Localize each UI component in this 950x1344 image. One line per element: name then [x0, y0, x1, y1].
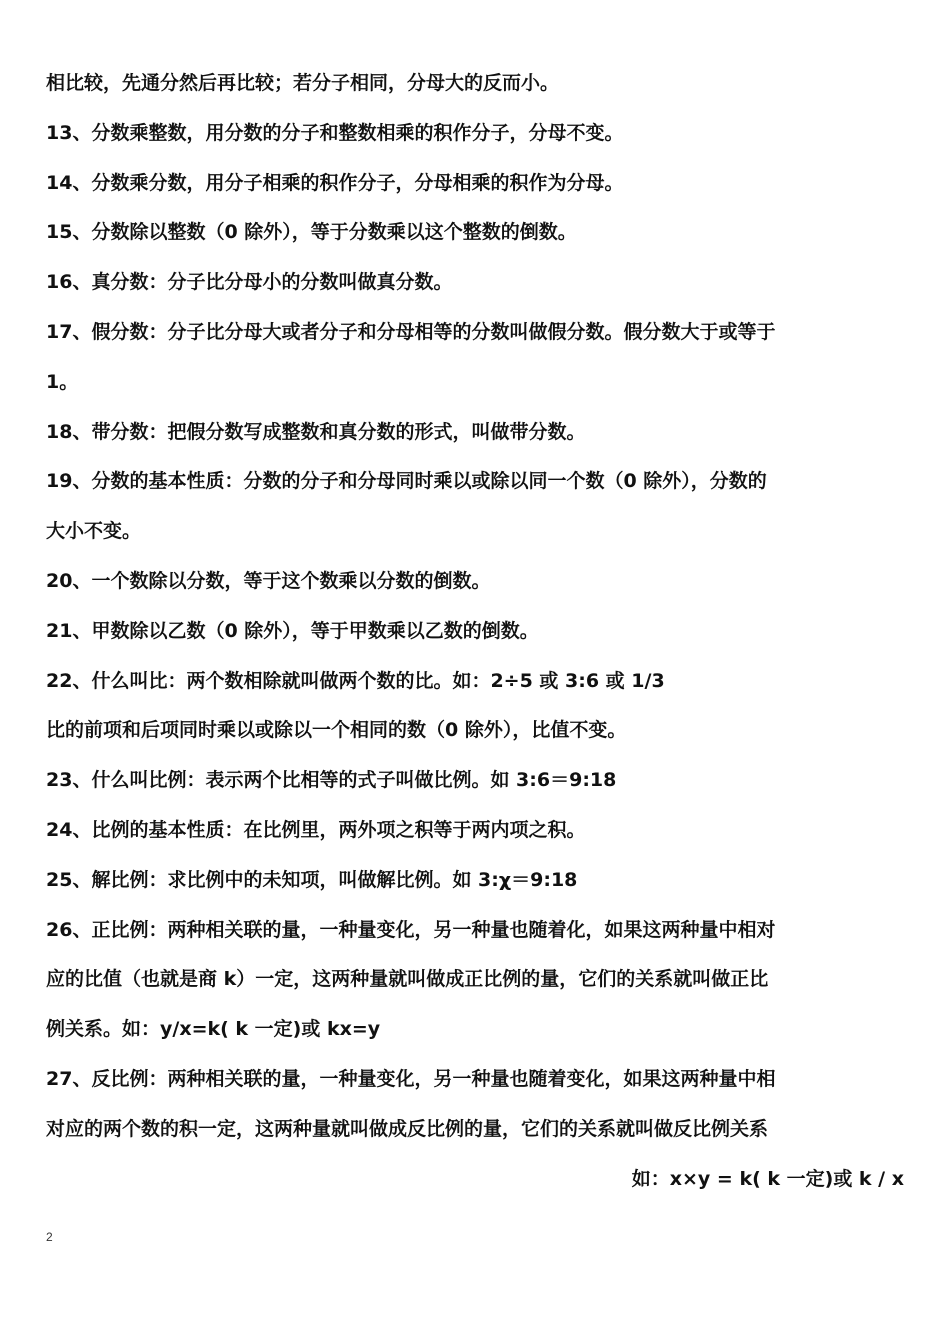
text-line-15: 23、什么叫比例：表示两个比相等的式子叫做比例。如 3:6＝9:18: [46, 769, 617, 792]
text-line-8: 18、带分数：把假分数写成整数和真分数的形式，叫做带分数。: [46, 420, 586, 443]
text-line-22: 对应的两个数的积一定，这两种量就叫做成反比例的量，它们的关系就叫做反比例关系: [46, 1117, 769, 1140]
text-line-2: 13、分数乘整数，用分数的分子和整数相乘的积作分子，分母不变。: [46, 121, 624, 144]
text-line-20: 例关系。如：y/x=k( k 一定)或 kx=y: [46, 1018, 381, 1041]
text-line-9: 19、分数的基本性质：分数的分子和分母同时乘以或除以同一个数（0 除外），分数的: [46, 470, 767, 493]
document-body: [46, 59, 904, 1204]
text-line-14: 比的前项和后项同时乘以或除以一个相同的数（0 除外），比值不变。: [46, 719, 627, 742]
text-line-23: 如：x×y = k( k 一定)或 k / x: [631, 1167, 904, 1190]
text-line-16: 24、比例的基本性质：在比例里，两外项之积等于两内项之积。: [46, 818, 586, 841]
text-line-6: 17、假分数：分子比分母大或者分子和分母相等的分数叫做假分数。假分数大于或等于: [46, 320, 776, 343]
text-line-4: 15、分数除以整数（0 除外），等于分数乘以这个整数的倒数。: [46, 221, 577, 244]
text-line-12: 21、甲数除以乙数（0 除外），等于甲数乘以乙数的倒数。: [46, 619, 539, 642]
text-line-7: 1。: [46, 370, 79, 393]
text-line-13: 22、什么叫比：两个数相除就叫做两个数的比。如：2÷5 或 3:6 或 1/3: [46, 669, 665, 692]
text-line-3: 14、分数乘分数，用分子相乘的积作分子，分母相乘的积作为分母。: [46, 171, 624, 194]
text-line-5: 16、真分数：分子比分母小的分数叫做真分数。: [46, 271, 453, 294]
page-number: 2: [46, 1230, 53, 1244]
text-line-19: 应的比值（也就是商 k）一定，这两种量就叫做成正比例的量，它们的关系就叫做正比: [46, 968, 769, 991]
text-line-18: 26、正比例：两种相关联的量，一种量变化，另一种量也随着化，如果这两种量中相对: [46, 918, 776, 941]
text-line-11: 20、一个数除以分数，等于这个数乘以分数的倒数。: [46, 569, 491, 592]
text-line-17: 25、解比例：求比例中的未知项，叫做解比例。如 3:χ＝9:18: [46, 868, 578, 891]
text-line-21: 27、反比例：两种相关联的量，一种量变化，另一种量也随着变化，如果这两种量中相: [46, 1067, 776, 1090]
text-line-10: 大小不变。: [46, 520, 142, 543]
text-line-1: 相比较，先通分然后再比较；若分子相同，分母大的反而小。: [46, 72, 560, 94]
